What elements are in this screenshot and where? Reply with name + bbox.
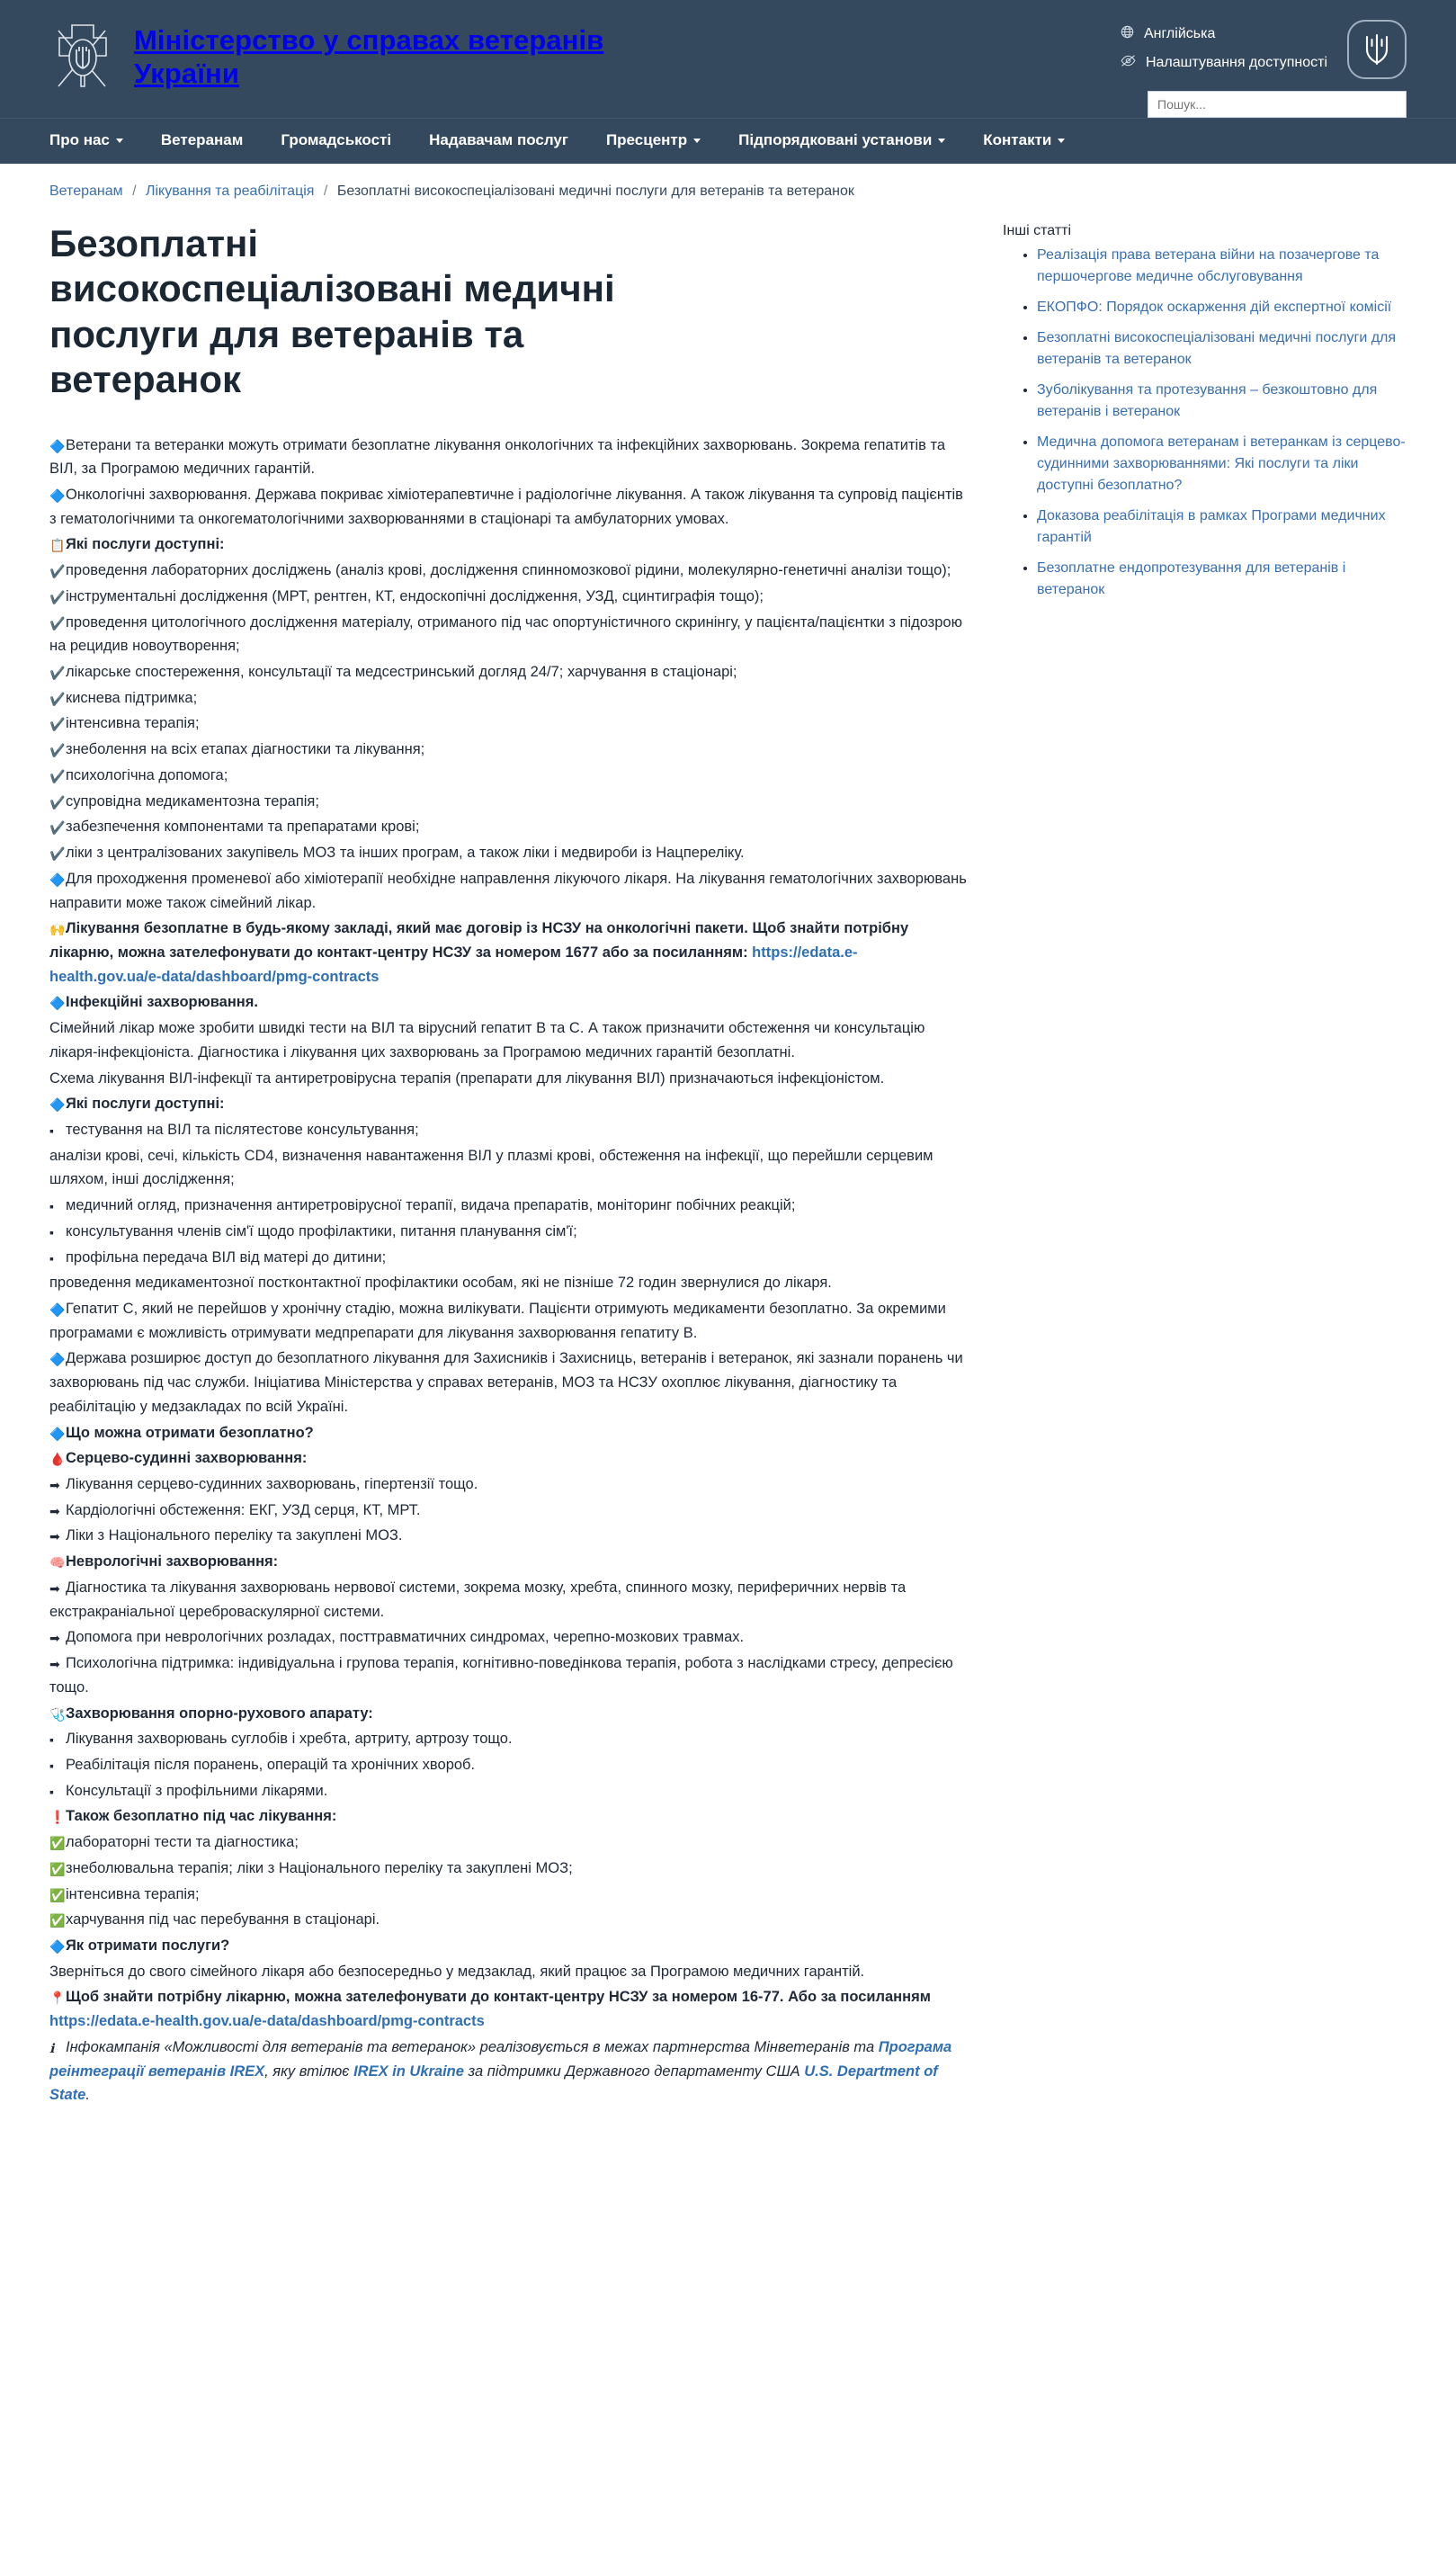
irex-program-link[interactable]: Програма реінтеграції ветеранів IREX bbox=[49, 2038, 952, 2080]
article-line-text: Допомога при неврологічних розладах, посттравматичних синдромах, черепно-мозкових травмах. bbox=[66, 1629, 745, 1646]
article-line bbox=[49, 1576, 967, 1624]
footnote-text-1: Інфокампанія «Можливості для ветеранів та ветеранок» реалізовується в межах партнерства Мінветеранів та bbox=[66, 2038, 879, 2055]
article-line bbox=[49, 1702, 967, 1726]
article-line bbox=[49, 790, 967, 814]
article-line bbox=[49, 1446, 967, 1471]
green-check-icon: ✅ bbox=[49, 1836, 66, 1851]
article-line-text: Схема лікування ВІЛ-інфекції та антиретровірусна терапія (препарати для лікування ВІЛ) призначаються інфекціоністом. bbox=[49, 1069, 885, 1087]
article-line-text: Інфекційні захворювання. bbox=[66, 994, 258, 1011]
check-mark-icon: ✔️ bbox=[49, 589, 66, 604]
check-mark-icon: ✔️ bbox=[49, 820, 66, 836]
arrow-right-icon: ➡ bbox=[49, 1478, 60, 1493]
article-line-text: інтенсивна терапія; bbox=[66, 1885, 200, 1902]
article-body bbox=[49, 434, 967, 2107]
nav-item-0[interactable] bbox=[49, 131, 123, 149]
article-line bbox=[49, 1550, 967, 1574]
article-line bbox=[49, 585, 967, 609]
check-mark-icon: ✔️ bbox=[49, 615, 66, 631]
article-line bbox=[49, 1067, 967, 1091]
contact-text: Щоб знайти потрібну лікарню, можна зателефонувати до контакт-центру НСЗУ за номером 16-77. Або за посиланням bbox=[66, 1989, 931, 2006]
article-line-text: проведення медикаментозної постконтактної профілактики особам, які не пізніше 72 годин звернулися до лікаря. bbox=[49, 1275, 832, 1292]
small-square-icon: ▪ bbox=[49, 1732, 54, 1748]
highlight-text: Лікування безоплатне в будь-якому закладі, який має договір із НСЗУ на онкологічні пакети. Щоб знайти потрібну лікарню, можна зателефонувати до контакт-центру НСЗУ за номером 1677 або за посиланням: bbox=[49, 920, 909, 961]
green-check-icon: ✅ bbox=[49, 1887, 66, 1902]
article-line-text: лікарське спостереження, консультації та медсестринський догляд 24/7; харчування в стаціонарі; bbox=[66, 664, 737, 681]
article-line bbox=[49, 764, 967, 788]
globe-icon bbox=[1121, 25, 1134, 43]
article-line bbox=[49, 1220, 967, 1244]
related-article-link-0[interactable]: Реалізація права ветерана війни на позачергове та першочергове медичне обслуговування bbox=[1037, 247, 1380, 284]
raised-hands-icon: 🙌 bbox=[49, 922, 66, 937]
chevron-down-icon bbox=[693, 139, 701, 143]
article-line-text: киснева підтримка; bbox=[66, 689, 198, 706]
check-mark-icon: ✔️ bbox=[49, 846, 66, 862]
small-square-icon: ▪ bbox=[49, 1224, 54, 1239]
article-line bbox=[49, 711, 967, 736]
article-line bbox=[49, 1934, 967, 1958]
related-article-link-2[interactable]: Безоплатні високоспеціалізовані медичні послуги для ветеранів та ветеранок bbox=[1037, 330, 1397, 367]
article-line-text: Держава розширює доступ до безоплатного лікування для Захисників і Захисниць, ветеранів і ветеранок, які зазнали поранень чи захворювань під час служби. Ініціатива Міністерства у справах ветеранів, МОЗ та НСЗУ охоплює лікування, діагностику та реабілітацію у медзакладах по всій Україні. bbox=[49, 1350, 963, 1415]
article-line-text: Консультації з профільними лікарями. bbox=[66, 1782, 328, 1799]
article-line-text: знеболення на всіх етапах діагностики та лікування; bbox=[66, 741, 425, 758]
article-line bbox=[49, 1779, 967, 1803]
article-line-text: консультування членів сім'ї щодо профілактики, питання планування сім'ї; bbox=[66, 1222, 577, 1239]
footnote-text-3: за підтримки Державного департаменту США bbox=[463, 2062, 805, 2080]
article-line-text: забезпечення компонентами та препаратами крові; bbox=[66, 819, 420, 836]
small-square-icon: ▪ bbox=[49, 1123, 54, 1138]
article-line-text: ліки з централізованих закупівель МОЗ та інших програм, а також ліки і медвироби із Нацпереліку. bbox=[66, 845, 745, 862]
related-article-link-5[interactable]: Доказова реабілітація в рамках Програми медичних гарантій bbox=[1037, 508, 1386, 545]
article-line bbox=[49, 1016, 967, 1064]
article-line-text: Неврологічні захворювання: bbox=[66, 1553, 279, 1570]
trident-icon bbox=[1347, 20, 1407, 79]
check-mark-icon: ✔️ bbox=[49, 666, 66, 681]
nav-label: Ветеранам bbox=[160, 131, 244, 148]
nav-item-6[interactable] bbox=[983, 131, 1065, 149]
small-square-icon: ▪ bbox=[49, 1784, 54, 1799]
article-line-text: психологічна допомога; bbox=[66, 766, 228, 783]
article-line-text: Реабілітація після поранень, операцій та хронічних хвороб. bbox=[66, 1756, 476, 1773]
related-article-item bbox=[1037, 297, 1407, 318]
related-articles-title: Інші статті bbox=[1003, 223, 1072, 238]
article-line bbox=[49, 1908, 967, 1932]
chevron-down-icon bbox=[938, 139, 945, 143]
article-line bbox=[49, 1347, 967, 1418]
breadcrumb-separator: / bbox=[132, 183, 137, 199]
breadcrumb-separator: / bbox=[323, 183, 328, 199]
article-line bbox=[49, 1883, 967, 1907]
related-articles-sidebar bbox=[1003, 214, 1407, 610]
article-line-text: інтенсивна терапія; bbox=[66, 715, 200, 732]
article-line bbox=[49, 1144, 967, 1192]
article-line bbox=[49, 686, 967, 711]
language-label: Англійська bbox=[1143, 26, 1216, 41]
article-line bbox=[49, 1246, 967, 1270]
article-line-text: Лікування серцево-судинних захворювань, гіпертензії тощо. bbox=[66, 1476, 478, 1493]
article-line bbox=[49, 1271, 967, 1295]
brand-title: Міністерство у справах ветеранів України bbox=[134, 24, 604, 89]
arrow-right-icon: ➡ bbox=[49, 1657, 60, 1672]
breadcrumb-item-veterans[interactable]: Ветеранам bbox=[49, 183, 123, 199]
article-line bbox=[49, 990, 967, 1015]
nav-label: Підпорядковані установи bbox=[738, 131, 933, 148]
green-check-icon: ✅ bbox=[49, 1913, 66, 1928]
nav-item-5[interactable] bbox=[738, 131, 945, 149]
chevron-down-icon bbox=[116, 139, 123, 143]
related-article-link-4[interactable]: Медична допомога ветеранам і ветеранкам із серцево-судинними захворюваннями: Які послуги та ліки доступні безоплатно? bbox=[1037, 434, 1406, 493]
article-line bbox=[49, 1727, 967, 1751]
us-state-department-link[interactable]: U.S. Department of State bbox=[49, 2062, 938, 2104]
language-switch-link[interactable] bbox=[1121, 25, 1327, 43]
stethoscope-icon: 🩺 bbox=[49, 1706, 66, 1722]
related-article-link-3[interactable]: Зуболікування та протезування – безкоштовно для ветеранів і ветеранок bbox=[1037, 382, 1378, 419]
check-mark-icon: ✔️ bbox=[49, 564, 66, 579]
main-content bbox=[49, 214, 967, 2109]
article-line bbox=[49, 1651, 967, 1699]
clipboard-icon: 📋 bbox=[49, 538, 66, 553]
article-line-text: супровідна медикаментозна терапія; bbox=[66, 792, 319, 810]
page-title: Безоплатні високоспеціалізовані медичні послуги для ветеранів та ветеранок bbox=[49, 222, 615, 401]
arrow-right-icon: ➡ bbox=[49, 1580, 60, 1596]
article-line-text: аналізи крові, сечі, кількість CD4, визначення навантаження ВІЛ у плазмі крові, обстеження на інфекції, що перейшли серцевим шляхом, інші дослідження; bbox=[49, 1147, 933, 1188]
breadcrumb bbox=[49, 164, 1407, 214]
main-navigation bbox=[0, 118, 1456, 164]
small-square-icon: ▪ bbox=[49, 1199, 54, 1214]
article-line-text: профільна передача ВІЛ від матері до дитини; bbox=[66, 1248, 387, 1266]
article-line-text: Які послуги доступні: bbox=[66, 536, 225, 553]
article-line-text: Серцево-судинні захворювання: bbox=[66, 1450, 308, 1467]
check-mark-icon: ✔️ bbox=[49, 691, 66, 706]
nav-label: Надавачам послуг bbox=[429, 131, 568, 148]
blue-diamond-icon: 🔷 bbox=[49, 872, 66, 887]
article-line-text: Сімейний лікар може зробити швидкі тести на ВІЛ та вірусний гепатит В та С. А також призначити обстеження чи консультацію лікаря-інфекціоніста. Діагностика і лікування цих захворювань за Програмою медичних гарантій безоплатні. bbox=[49, 1020, 925, 1060]
article-line bbox=[49, 483, 967, 531]
related-articles-list bbox=[1003, 245, 1407, 601]
article-line bbox=[49, 1804, 967, 1829]
footnote-text-2: , яку втілює bbox=[264, 2062, 354, 2080]
article-line bbox=[49, 1472, 967, 1497]
article-line bbox=[49, 815, 967, 839]
blue-diamond-icon: 🔷 bbox=[49, 996, 66, 1011]
nav-label: Про нас bbox=[49, 131, 110, 148]
article-line-text: Ветерани та ветеранки можуть отримати безоплатне лікування онкологічних та інфекційних захворювань. Зокрема гепатитів та ВІЛ, за Програмою медичних гарантій. bbox=[49, 436, 946, 478]
related-article-item bbox=[1037, 432, 1407, 497]
footnote-text-4: . bbox=[85, 2087, 90, 2104]
nav-item-3[interactable] bbox=[429, 131, 568, 149]
article-line bbox=[49, 1524, 967, 1548]
article-line-text: Лікування захворювань суглобів і хребта, артриту, артрозу тощо. bbox=[66, 1731, 513, 1748]
article-line-text: тестування на ВІЛ та післятестове консультування; bbox=[66, 1121, 419, 1138]
check-mark-icon: ✔️ bbox=[49, 768, 66, 783]
info-icon: ℹ bbox=[49, 2040, 55, 2055]
article-line bbox=[49, 1194, 967, 1218]
article-line bbox=[49, 867, 967, 915]
eye-slash-icon bbox=[1121, 54, 1136, 72]
breadcrumb-item-treatment[interactable]: Лікування та реабілітація bbox=[145, 183, 315, 199]
breadcrumb-current: Безоплатні високоспеціалізовані медичні послуги для ветеранів та ветеранок bbox=[336, 183, 854, 199]
article-line-text: Кардіологічні обстеження: ЕКГ, УЗД серця, КТ, МРТ. bbox=[66, 1501, 421, 1518]
related-article-item bbox=[1037, 327, 1407, 371]
article-line bbox=[49, 1499, 967, 1523]
small-square-icon: ▪ bbox=[49, 1758, 54, 1773]
footnote-paragraph bbox=[49, 2036, 967, 2107]
article-line-text: Як отримати послуги? bbox=[66, 1937, 230, 1954]
brand-logo-link[interactable] bbox=[49, 16, 638, 99]
article-line bbox=[49, 1421, 967, 1445]
related-article-item bbox=[1037, 245, 1407, 288]
article-line bbox=[49, 738, 967, 762]
article-line-text: харчування під час перебування в стаціонарі. bbox=[66, 1911, 380, 1928]
article-line-text: Гепатит С, який не перейшов у хронічну стадію, можна вилікувати. Пацієнти отримують медикаменти безоплатно. За окремими програмами є можливість отримувати медпрепарати для лікування захворювання гепатиту В. bbox=[49, 1301, 946, 1341]
blue-diamond-icon: 🔷 bbox=[49, 1426, 66, 1441]
article-line-text: Онкологічні захворювання. Держава покриває хіміотерапевтичне і радіологічне лікування. А також лікування та супровід пацієнтів з гематологічними та онкогематологічними захворюваннями в стаціонарі та амбулаторних умовах. bbox=[49, 487, 963, 527]
site-header bbox=[0, 0, 1456, 118]
related-article-link-6[interactable]: Безоплатне ендопротезування для ветеранів і ветеранок bbox=[1037, 560, 1346, 597]
article-line bbox=[49, 660, 967, 685]
article-line-text: лабораторні тести та діагностика; bbox=[66, 1834, 299, 1851]
nav-label: Пресцентр bbox=[605, 131, 688, 148]
related-article-item bbox=[1037, 380, 1407, 423]
brain-icon: 🧠 bbox=[49, 1555, 66, 1570]
irex-ukraine-link[interactable]: IREX in Ukraine bbox=[353, 2062, 464, 2080]
nav-item-2[interactable] bbox=[281, 131, 391, 149]
green-check-icon: ✅ bbox=[49, 1861, 66, 1876]
article-line-text: інструментальні дослідження (МРТ, рентген, КТ, ендоскопічні дослідження, УЗД, сцинтиграфія тощо); bbox=[66, 587, 764, 604]
check-mark-icon: ✔️ bbox=[49, 743, 66, 758]
nszu-contracts-link[interactable]: https://edata.e-health.gov.ua/e-data/dashboard/pmg-contracts bbox=[49, 944, 858, 985]
arrow-right-icon: ➡ bbox=[49, 1503, 60, 1518]
article-line-text: Зверніться до свого сімейного лікаря або безпосередньо у медзаклад, який працює за Програмою медичних гарантій. bbox=[49, 1963, 865, 1980]
article-line-text: Для проходження променевої або хіміотерапії необхідне направлення лікуючого лікаря. На лікування гематологічних захворювань направити може також сімейний лікар. bbox=[49, 870, 967, 911]
nav-item-1[interactable] bbox=[161, 131, 243, 149]
article-line bbox=[49, 1830, 967, 1855]
article-line-text: Що можна отримати безоплатно? bbox=[66, 1424, 314, 1441]
article-line-text: проведення лабораторних досліджень (аналіз крові, дослідження спинномозкової рідини, молекулярно-генетичні аналізи тощо); bbox=[66, 562, 951, 579]
article-line bbox=[49, 841, 967, 865]
blue-diamond-icon: 🔷 bbox=[49, 1938, 66, 1954]
arrow-right-icon: ➡ bbox=[49, 1529, 60, 1544]
article-line-text: Захворювання опорно-рухового апарату: bbox=[66, 1705, 373, 1722]
article-line bbox=[49, 1092, 967, 1116]
article-line bbox=[49, 559, 967, 583]
search-input[interactable] bbox=[1148, 91, 1407, 118]
accessibility-settings-link[interactable] bbox=[1121, 54, 1327, 72]
related-article-link-1[interactable]: ЕКОПФО: Порядок оскарження дій експертної комісії bbox=[1037, 300, 1392, 315]
article-line bbox=[49, 1857, 967, 1881]
contact-paragraph bbox=[49, 1985, 967, 2033]
small-square-icon: ▪ bbox=[49, 1250, 54, 1266]
article-line bbox=[49, 434, 967, 481]
nav-label: Контакти bbox=[983, 131, 1052, 148]
article-line-text: проведення цитологічного дослідження матеріалу, отриманого під час опортуністичного скринінгу, у пацієнта/пацієнтки з підозрою на рецидив новоутворення; bbox=[49, 613, 962, 655]
ministry-emblem-icon bbox=[49, 16, 116, 99]
article-line-text: Ліки з Національного переліку та закуплені МОЗ. bbox=[66, 1527, 403, 1544]
article-line bbox=[49, 1753, 967, 1777]
article-line bbox=[49, 611, 967, 658]
article-line-text: Діагностика та лікування захворювань нервової системи, зокрема мозку, хребта, спинного мозку, периферичних нервів та екстракраніальної цереброваскулярної системи. bbox=[49, 1579, 907, 1620]
article-line bbox=[49, 1297, 967, 1345]
article-line-text: Також безоплатно під час лікування: bbox=[66, 1808, 337, 1825]
blue-diamond-icon: 🔷 bbox=[49, 438, 66, 453]
article-line bbox=[49, 1960, 967, 1984]
exclamation-icon: ❗ bbox=[49, 1810, 66, 1825]
article-line-text: знеболювальна терапія; ліки з Національного переліку та закуплені МОЗ; bbox=[66, 1859, 573, 1876]
check-mark-icon: ✔️ bbox=[49, 717, 66, 732]
nszu-contracts-link-2[interactable]: https://edata.e-health.gov.ua/e-data/dashboard/pmg-contracts bbox=[49, 2013, 485, 2030]
article-line-text: Які послуги доступні: bbox=[66, 1096, 225, 1113]
article-line bbox=[49, 1625, 967, 1650]
highlight-paragraph bbox=[49, 917, 967, 989]
accessibility-label: Налаштування доступності bbox=[1145, 55, 1327, 70]
arrow-right-icon: ➡ bbox=[49, 1631, 60, 1646]
related-article-item bbox=[1037, 558, 1407, 601]
map-pin-icon: 📍 bbox=[49, 1991, 66, 2006]
blue-diamond-icon: 🔷 bbox=[49, 1302, 66, 1317]
nav-item-4[interactable] bbox=[606, 131, 701, 149]
blue-diamond-icon: 🔷 bbox=[49, 488, 66, 503]
article-line-text: Психологічна підтримка: індивідуальна і групова терапія, когнітивно-поведінкова терапія, робота з наслідками стресу, депресією тощо. bbox=[49, 1655, 953, 1696]
nav-label: Громадськості bbox=[281, 131, 392, 148]
blood-drop-icon: 🩸 bbox=[49, 1452, 66, 1467]
chevron-down-icon bbox=[1058, 139, 1065, 143]
article-line bbox=[49, 1118, 967, 1142]
blue-diamond-icon: 🔷 bbox=[49, 1352, 66, 1367]
blue-diamond-icon: 🔷 bbox=[49, 1097, 66, 1113]
article-line-text: медичний огляд, призначення антиретровірусної терапії, видача препаратів, моніторинг побічних реакцій; bbox=[66, 1197, 796, 1214]
check-mark-icon: ✔️ bbox=[49, 794, 66, 810]
article-line bbox=[49, 532, 967, 557]
related-article-item bbox=[1037, 506, 1407, 549]
